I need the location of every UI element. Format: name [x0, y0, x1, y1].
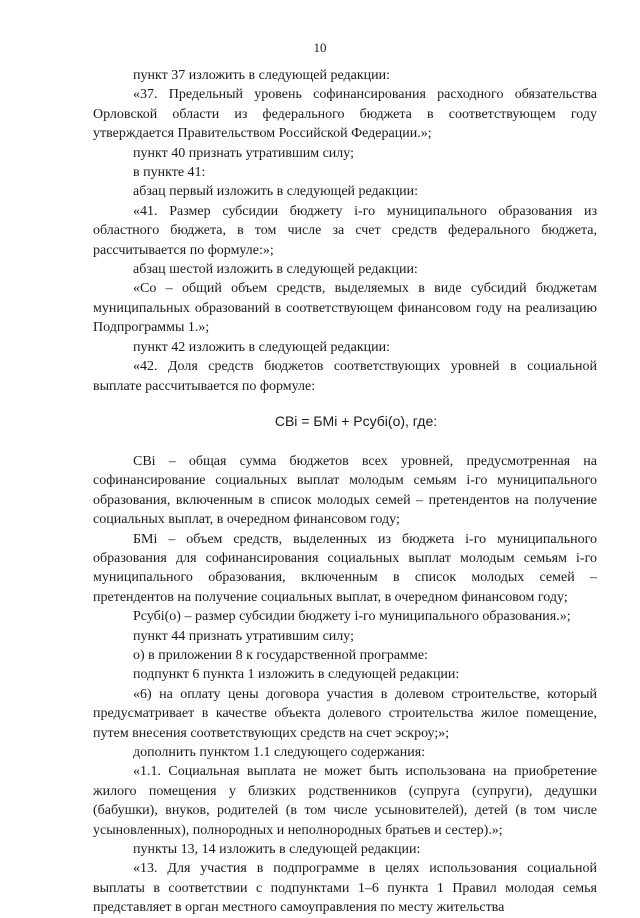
paragraph: «13. Для участия в подпрограмме в целях использования социальной выплаты в соответствии с подпунктами 1–6 пункта 1 Правил молодая семья представляет в орган местного самоуправления по месту жительства	[93, 861, 597, 916]
paragraph: пункт 40 признать утратившим силу;	[133, 145, 354, 161]
paragraph: о) в приложении 8 к государственной программе:	[133, 647, 428, 663]
paragraph: пункты 13, 14 изложить в следующей редакции:	[133, 842, 421, 858]
definition-cvi: СВi – общая сумма бюджетов всех уровней, предусмотренная на софинансирование социальных выплат молодым семьям i-го муниципального образования, включенным в список молодых семей – претендентов на получение социальных выплат, в очередном финансовом году;	[93, 453, 597, 528]
page-number: 10	[313, 40, 327, 55]
paragraph: «Со – общий объем средств, выделяемых в виде субсидий бюджетам муниципальных образований в соответствующем финансовом году на реализацию Подпрограммы 1.»;	[93, 281, 597, 336]
paragraph: абзац шестой изложить в следующей редакции:	[133, 262, 418, 278]
paragraph: пункт 44 признать утратившим силу;	[133, 628, 354, 644]
paragraph: «41. Размер субсидии бюджету i-го муниципального образования из областного бюджета, в том числе за счет средств федерального бюджета, рассчитывается по формуле:»;	[93, 203, 597, 258]
definition-rsubi: Рсубi(о) – размер субсидии бюджету i-го муниципального образования.»;	[133, 609, 571, 625]
formula: СВi = БМi + Рсубi(о), где:	[274, 412, 438, 429]
paragraph: пункт 37 изложить в следующей редакции:	[133, 68, 390, 83]
definition-bmi: БМi – объем средств, выделенных из бюджета i-го муниципального образования для софинансирования социальных выплат молодым семьям i-го муниципального образования, включенным в список молодых семей – претендентов на получение социальных выплат, в очередном финансовом году;	[93, 531, 597, 605]
paragraph: «42. Доля средств бюджетов соответствующих уровней в социальной выплате рассчитывается по формуле:	[93, 359, 597, 394]
paragraph: в пункте 41:	[133, 165, 206, 181]
document-body	[93, 66, 597, 918]
paragraph: «1.1. Социальная выплата не может быть использована на приобретение жилого помещения у близких родственников (супруга (супруги), дедушки (бабушки), внуков, родителей (в том числе усыновителей), детей (в том числе усыновленных), полнородных и неполнородных братьев и сестер).»;	[93, 764, 597, 838]
paragraph: пункт 42 изложить в следующей редакции:	[133, 339, 390, 355]
paragraph: «6) на оплату цены договора участия в долевом строительстве, который предусматривает в качестве объекта долевого строительства жилое помещение, путем внесения соответствующих средств на счет эскроу;»;	[93, 686, 597, 741]
paragraph: «37. Предельный уровень софинансирования расходного обязательства Орловской области из федерального бюджета в соответствующем году утверждается Правительством Российской Федерации.»;	[93, 87, 597, 142]
paragraph: абзац первый изложить в следующей редакции:	[133, 184, 419, 200]
paragraph: подпункт 6 пункта 1 изложить в следующей редакции:	[133, 667, 460, 683]
paragraph: дополнить пунктом 1.1 следующего содержания:	[133, 745, 426, 760]
